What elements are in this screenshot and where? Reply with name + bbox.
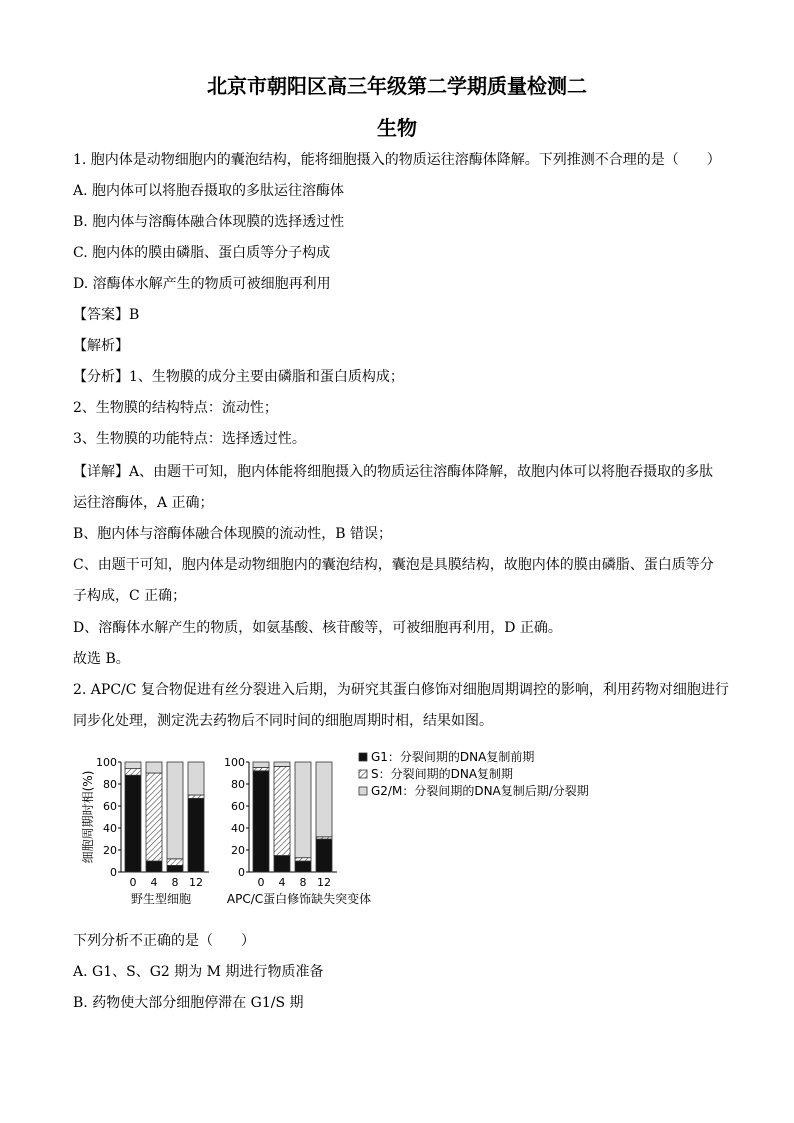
q1-analysis-line-2: 2、生物膜的结构特点：流动性； [73,400,278,416]
y-tick-label: 20 [103,844,117,857]
bar-2-0-G1 [253,771,269,872]
q1-detail-line-1: 【详解】A、由题干可知，胞内体能将细胞摄入的物质运往溶酶体降解，故胞内体可以将胞吞摄取的多肽 [73,464,714,480]
bar-2-4-G2M [274,762,290,766]
q1-option-a: A. 胞内体可以将胞吞摄取的多肽运往溶酶体 [73,183,345,199]
question-2-stem-line-1: 2. APC/C 复合物促进有丝分裂进入后期，为研究其蛋白修饰对细胞周期调控的影响，利用药物对细胞进行 [73,682,729,698]
bar-2-8-G2M [295,762,311,858]
q1-option-b: B. 胞内体与溶酶体融合体现膜的选择透过性 [73,214,345,230]
y-tick-label: 60 [231,800,245,813]
question-1-stem: 1. 胞内体是动物细胞内的囊泡结构，能将细胞摄入的物质运往溶酶体降解。下列推测不合理的是（ ） [73,152,721,168]
q1-detail-line-5: 子构成，C 正确； [73,588,187,604]
panel-1-label: 野生型细胞 [130,892,192,906]
bar-1-0-G1 [125,775,141,872]
q2-option-a: A. G1、S、G2 期为 M 期进行物质准备 [73,964,324,980]
q1-option-c: C. 胞内体的膜由磷脂、蛋白质等分子构成 [73,245,331,261]
bar-1-0-S [125,769,141,776]
document-title: 北京市朝阳区高三年级第二学期质量检测二 [207,74,587,98]
legend-label-G2M: G2/M：分裂间期的DNA复制后期/分裂期 [371,784,589,798]
cell-cycle-chart [78,748,718,918]
bar-2-4-G1 [274,856,290,873]
q1-option-d: D. 溶酶体水解产生的物质可被细胞再利用 [73,276,331,292]
legend-swatch-G1 [359,753,367,761]
bar-1-4-G2M [146,762,162,773]
y-tick-label: 20 [231,844,245,857]
x-tick-label: 8 [299,876,307,889]
q1-analysis-heading: 【解析】 [73,338,129,354]
x-tick-label: 0 [257,876,265,889]
bar-1-4-S [146,773,162,861]
q1-detail-line-2: 运往溶酶体，A 正确； [73,495,214,511]
y-axis-label: 细胞周期时相(%) [81,770,95,864]
q2-option-b: B. 药物使大部分细胞停滞在 G1/S 期 [73,995,304,1011]
q1-analysis-line-3: 3、生物膜的功能特点：选择透过性。 [73,431,306,447]
question-2-stem-line-2: 同步化处理，测定洗去药物后不同时间的细胞周期时相，结果如图。 [73,713,493,729]
bar-1-8-G1 [167,865,183,872]
y-tick-label: 100 [96,756,117,769]
bar-2-4-S [274,766,290,855]
y-tick-label: 100 [224,756,245,769]
x-tick-label: 4 [278,876,286,889]
q1-answer: 【答案】B [73,307,140,323]
panel-2-label: APC/C蛋白修饰缺失突变体 [226,892,372,906]
y-tick-label: 40 [231,822,245,835]
bar-2-0-S [253,768,269,771]
x-tick-label: 4 [150,876,158,889]
bar-2-0-G2M [253,762,269,768]
bar-1-12-G1 [188,798,204,872]
legend-swatch-S [359,770,367,778]
y-tick-label: 40 [103,822,117,835]
y-tick-label: 0 [110,866,117,879]
y-tick-label: 80 [231,778,245,791]
q1-detail-line-7: 故选 B。 [73,651,130,667]
bar-1-4-G1 [146,861,162,872]
subject-title: 生物 [377,116,417,140]
q1-detail-line-4: C、由题干可知，胞内体是动物细胞内的囊泡结构，囊泡是具膜结构，故胞内体的膜由磷脂、蛋白质等分 [73,557,714,573]
y-tick-label: 60 [103,800,117,813]
x-tick-label: 8 [171,876,179,889]
q1-detail-line-6: D、溶酶体水解产生的物质，如氨基酸、核苷酸等，可被细胞再利用，D 正确。 [73,620,562,636]
bar-1-8-S [167,859,183,866]
q1-detail-line-3: B、胞内体与溶酶体融合体现膜的流动性，B 错误； [73,526,393,542]
x-tick-label: 12 [317,876,331,889]
bar-2-12-G1 [316,839,332,872]
x-tick-label: 12 [189,876,203,889]
y-tick-label: 0 [238,866,245,879]
bar-1-8-G2M [167,762,183,859]
cell-cycle-figure [78,748,718,918]
bar-2-8-G1 [295,861,311,872]
bar-2-12-G2M [316,762,332,837]
q1-analysis-line-1: 【分析】1、生物膜的成分主要由磷脂和蛋白质构成； [73,369,404,385]
y-tick-label: 80 [103,778,117,791]
bar-1-12-S [188,795,204,798]
x-tick-label: 0 [129,876,137,889]
bar-1-0-G2M [125,762,141,769]
bar-1-12-G2M [188,762,204,795]
legend-swatch-G2M [359,787,367,795]
bar-2-8-S [295,858,311,861]
q2-question: 下列分析不正确的是（ ） [73,933,255,949]
legend-label-G1: G1：分裂间期的DNA复制前期 [371,750,535,764]
legend-label-S: S：分裂间期的DNA复制期 [371,767,514,781]
